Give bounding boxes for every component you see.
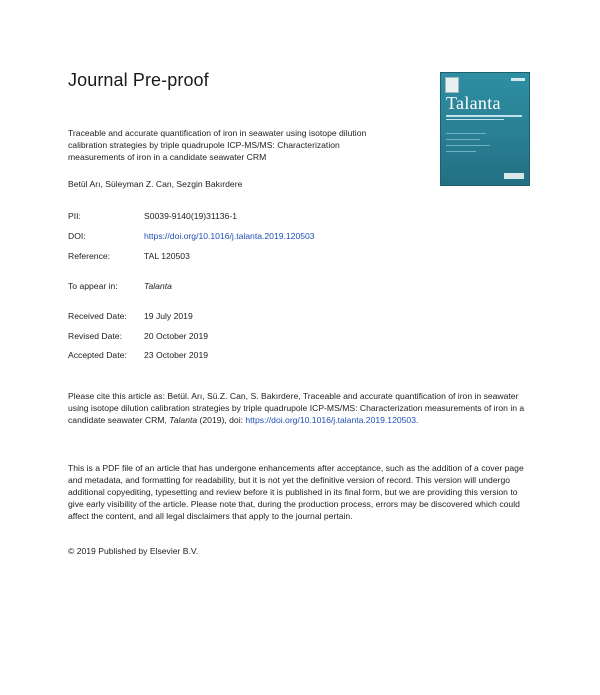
cover-text-line — [446, 151, 476, 152]
meta-label: Revised Date: — [68, 331, 122, 341]
cover-journal-name: Talanta — [446, 93, 501, 113]
elsevier-logo-icon — [445, 77, 459, 93]
cover-text-line — [446, 133, 486, 134]
citation-journal: Talanta — [169, 415, 198, 425]
preproof-notice: This is a PDF file of an article that has undergone enhancements after acceptance, such as the addition of a cover page and metadata, and formatting for readability, but it is not yet the definitive version of record. This version will undergo additional copyediting, typesetting and review before it is published in its final form, but we are providing this version to give early visibility of the article. Please note that, during the production process, errors may be discovered which could affect the content, and all legal disclaimers that apply to the journal pertain. — [68, 463, 524, 521]
article-title: Traceable and accurate quantification of iron in seawater using isotope dilution calibration strategies by triple quadrupole ICP-MS/MS: Characterization measurements of iron in a candidate seawater CRM — [68, 128, 367, 162]
citation-text: . — [415, 415, 419, 425]
meta-value: 19 July 2019 — [144, 311, 193, 321]
citation-doi-link[interactable]: https://doi.org/10.1016/j.talanta.2019.120503 — [245, 415, 416, 425]
citation-text: (2019), doi: — [197, 415, 246, 425]
citation-paragraph — [68, 390, 530, 426]
meta-label: Received Date: — [68, 311, 127, 321]
cover-subtitle-line — [446, 119, 504, 120]
cover-subtitle-line — [446, 115, 522, 117]
cover-volume-mark — [511, 78, 525, 81]
doi-link[interactable]: https://doi.org/10.1016/j.talanta.2019.120503 — [144, 231, 315, 241]
meta-label: PII: — [68, 211, 81, 221]
journal-preproof-heading: Journal Pre-proof — [68, 70, 209, 90]
meta-value: S0039-9140(19)31136-1 — [144, 211, 238, 221]
citation-text: Please cite this article as: Betül. Arı, Sü.Z. Can, S. Bakırdere, Traceable and accurate quantification of iron in seawater using isotope dilution calibration strategies by triple quadrupole ICP-MS/MS: Characterization measurements of iron in a candidate seawater CRM, — [68, 391, 525, 425]
meta-value: 20 October 2019 — [144, 331, 209, 341]
meta-label: To appear in: — [68, 281, 118, 291]
journal-cover-thumbnail — [440, 72, 530, 186]
meta-value: Talanta — [144, 281, 172, 291]
cover-footer-mark — [504, 173, 524, 179]
copyright-line: © 2019 Published by Elsevier B.V. — [68, 546, 199, 556]
cover-text-line — [446, 139, 480, 140]
meta-label: Accepted Date: — [68, 350, 127, 360]
meta-value: 23 October 2019 — [144, 350, 209, 360]
article-authors: Betül Arı, Süleyman Z. Can, Sezgin Bakırdere — [68, 179, 243, 189]
meta-value: TAL 120503 — [144, 251, 190, 261]
cover-text-line — [446, 145, 490, 146]
meta-label: DOI: — [68, 231, 86, 241]
meta-label: Reference: — [68, 251, 111, 261]
